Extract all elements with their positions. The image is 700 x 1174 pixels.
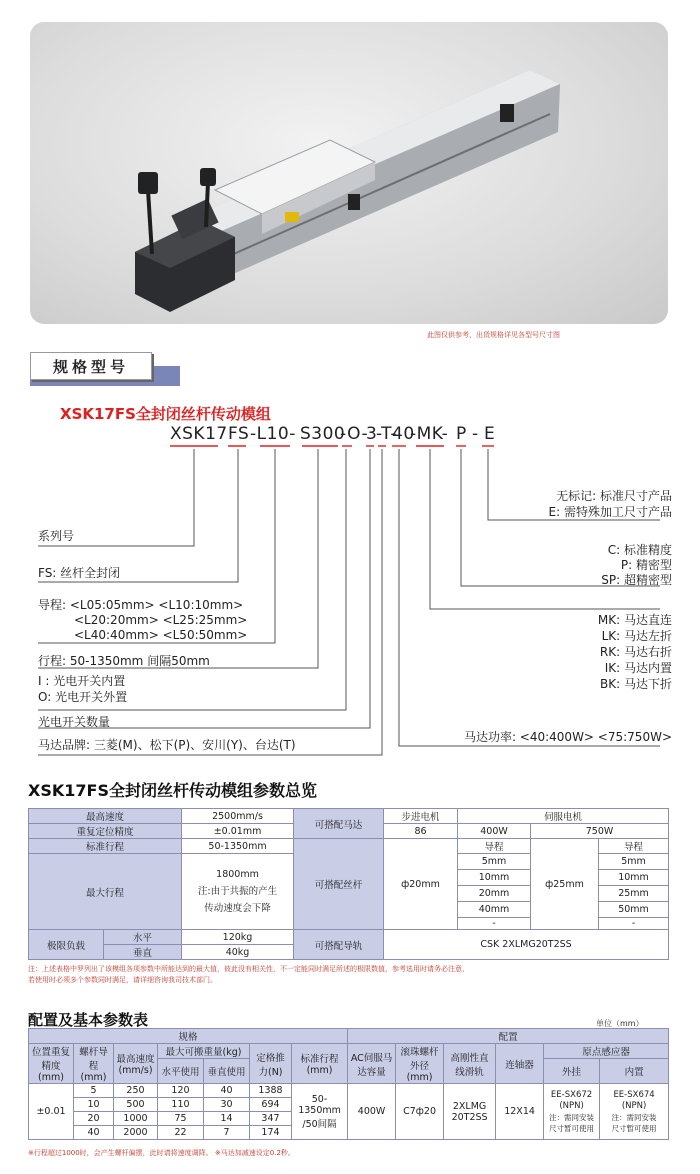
code-series: XSK17 (170, 424, 228, 444)
cell-thrust: 1388 (250, 1084, 292, 1098)
cell-header: 原点感应器 (544, 1044, 669, 1059)
cell-value: CSK 2XLMG20T2SS (384, 930, 669, 960)
cell-vertical: 14 (204, 1112, 250, 1126)
cell-lead: 25mm (599, 886, 669, 902)
rail-model-2: 20T2SS (451, 1111, 488, 1123)
config-unit: 单位（mm） (596, 1019, 644, 1028)
cell-header: 外挂 (544, 1059, 600, 1084)
code-fs: FS (228, 424, 250, 444)
cell-thrust: 694 (250, 1098, 292, 1112)
code-dash: - (472, 424, 479, 444)
cell-vertical: 30 (204, 1098, 250, 1112)
int-note-1: 注：需同安装 (611, 1112, 657, 1122)
cell-label: 最大行程 (29, 854, 182, 930)
cell-lead: 5mm (599, 854, 669, 870)
rail-model-1: 2XLMG (452, 1100, 487, 1112)
max-stroke-note-1: 注:由于共振的产生 (197, 886, 278, 897)
cell-lead: 20 (74, 1112, 114, 1126)
cell-header: 高刚性直线滑轨 (444, 1044, 496, 1084)
cell-header: 连轴器 (496, 1044, 544, 1084)
label-lead-2: <L20:20mm> <L25:25mm> (74, 613, 248, 627)
tag-label: 规格型号 (30, 352, 152, 380)
ext-model: EE-SX672 (550, 1089, 593, 1100)
cell-lead: 50mm (599, 902, 669, 918)
cell-lead: 40mm (458, 902, 531, 918)
cell-header: AC伺服马达容量 (348, 1044, 396, 1084)
cell-value: ±0.01mm (182, 824, 294, 839)
label-switch-count: 光电开关数量 (38, 715, 111, 729)
int-model: EE-SX674 (613, 1089, 655, 1100)
cell-header: 规格 (29, 1029, 348, 1044)
cell-speed: 1000 (114, 1112, 158, 1126)
cell-header: 内置 (600, 1059, 669, 1084)
cell-speed: 2000 (114, 1126, 158, 1140)
cell-header: 导程 (458, 839, 531, 854)
label-m-rk: RK: 马达右折 (599, 645, 672, 659)
cell-lead: 40 (74, 1126, 114, 1140)
stroke-range: 50-1350mm (298, 1093, 341, 1116)
cell-lead: 10mm (458, 870, 531, 886)
ext-note-1: 注：需同安装 (549, 1112, 595, 1122)
cell-lead: 20mm (458, 886, 531, 902)
params-note-2: 若使用时必须多个参数同时满足，请详细咨询我司技术部门。 (28, 976, 217, 984)
cell-stroke (292, 1084, 348, 1140)
cell-vertical: 7 (204, 1126, 250, 1140)
cell-sensor-ext (544, 1084, 600, 1140)
cell-label: 垂直 (104, 945, 182, 960)
cell-value: 120kg (182, 930, 294, 945)
code-precision: P (456, 424, 467, 444)
label-p-c: C: 标准精度 (607, 543, 672, 557)
cell-label: 水平 (104, 930, 182, 945)
label-m-lk: LK: 马达左折 (601, 629, 672, 643)
cell-lead: 5 (74, 1084, 114, 1098)
params-table (28, 808, 669, 960)
label-series: 系列号 (38, 529, 75, 543)
code-stroke: S300 (300, 424, 346, 444)
config-note: ※行程超过1000时，会产生螺杆偏摆，此时请将速度调降。 ※马达加减速设定0.2秒。 (28, 1149, 295, 1157)
cell-value: C7ф20 (396, 1084, 444, 1140)
cell-sensor-int (600, 1084, 669, 1140)
cell-value: 86 (384, 824, 458, 839)
cell-header: 垂直使用 (204, 1059, 250, 1084)
label-p-p: P: 精密型 (620, 558, 672, 572)
cell-label: 标准行程 (29, 839, 182, 854)
label-m-ik: IK: 马达内置 (604, 661, 672, 675)
cell-header: 螺杆导程(mm) (74, 1044, 114, 1084)
cell-header: 标准行程(mm) (292, 1044, 348, 1084)
cell-value: ф25mm (531, 839, 599, 930)
stroke-interval: /50间隔 (302, 1118, 337, 1130)
config-table (28, 1028, 669, 1140)
cell-lead: - (599, 918, 669, 930)
cell-lead: 5mm (458, 854, 531, 870)
photo-note: 此图仅供参考，出货规格详见各型号尺寸图 (427, 331, 560, 339)
params-note-1: 注：上述表格中罗列出了该模组各项参数中所能达到的最大值，彼此没有相关性，不一定能同时满足所述的极限数值，参考选用时请务必注意， (28, 965, 469, 973)
cell-rail (444, 1084, 496, 1140)
cell-horizontal: 75 (158, 1112, 204, 1126)
config-title: 配置及基本参数表 (28, 1011, 149, 1029)
cell-header: 位置重复精度(mm) (29, 1044, 74, 1084)
max-stroke-note-2: 传动速度会下降 (204, 903, 271, 914)
cell-value: 2500mm/s (182, 809, 294, 824)
cell-label: 极限负载 (29, 930, 104, 960)
cell-speed: 250 (114, 1084, 158, 1098)
cell-value: 12X14 (496, 1084, 544, 1140)
code-power: 40 (392, 424, 415, 444)
code-count: 3 (366, 424, 378, 444)
cell-horizontal: 110 (158, 1098, 204, 1112)
model-title: XSK17FS全封闭丝杆传动模组 (60, 405, 271, 423)
cell-header: 定格推力(N) (250, 1044, 292, 1084)
label-lead-1: 导程: <L05:05mm> <L10:10mm> (38, 598, 244, 612)
cell-label: 重复定位精度 (29, 824, 182, 839)
int-note-2: 尺寸暂可使用 (611, 1123, 657, 1133)
code-size: E (484, 424, 496, 444)
label-stroke: 行程: 50-1350mm 间隔50mm (38, 654, 210, 668)
cell-lead: 10 (74, 1098, 114, 1112)
cell-horizontal: 22 (158, 1126, 204, 1140)
cell-speed: 500 (114, 1098, 158, 1112)
cell-value: 50-1350mm (182, 839, 294, 854)
cell-label: 最高速度 (29, 809, 182, 824)
cell-value: 400W (458, 824, 531, 839)
int-type: (NPN) (621, 1100, 647, 1111)
label-switch-in: I : 光电开关内置 (38, 674, 126, 688)
params-title: XSK17FS全封闭丝杆传动模组参数总览 (28, 781, 317, 800)
cell-thrust: 174 (250, 1126, 292, 1140)
label-p-sp: SP: 超精密型 (601, 573, 672, 587)
label-m-mk: MK: 马达直连 (597, 613, 672, 627)
cell-label: 可搭配马达 (294, 809, 384, 839)
cell-horizontal: 120 (158, 1084, 204, 1098)
ext-note-2: 尺寸暂可使用 (549, 1123, 595, 1133)
cell-value: 750W (531, 824, 669, 839)
label-m-bk: BK: 马达下折 (600, 677, 672, 691)
label-power: 马达功率: <40:400W> <75:750W> (463, 730, 672, 744)
code-lead: -L10- (250, 424, 296, 444)
cell-header: 伺服电机 (458, 809, 669, 824)
label-switch-out: O: 光电开关外置 (38, 690, 128, 704)
max-stroke-value: 1800mm (216, 869, 259, 880)
code-switch: -O- (340, 424, 369, 444)
cell-label: 可搭配导轨 (294, 930, 384, 960)
label-fs: FS: 丝杆全封闭 (38, 566, 121, 580)
cell-header: 导程 (599, 839, 669, 854)
cell-thrust: 347 (250, 1112, 292, 1126)
cell-max-stroke (182, 854, 294, 930)
cell-header: 步进电机 (384, 809, 458, 824)
code-mount: -MK- (410, 424, 449, 444)
code-brand: -T- (376, 424, 398, 444)
cell-header: 配置 (348, 1029, 669, 1044)
table-row (29, 1084, 669, 1098)
cell-vertical: 40 (204, 1084, 250, 1098)
cell-label: 可搭配丝杆 (294, 839, 384, 930)
ext-type: (NPN) (559, 1100, 584, 1111)
cell-header: 水平使用 (158, 1059, 204, 1084)
label-e-e: E: 需特殊加工尺寸产品 (548, 505, 672, 519)
cell-header: 最大可搬重量(kg) (158, 1044, 250, 1059)
cell-lead: - (458, 918, 531, 930)
cell-value: ф20mm (384, 839, 458, 930)
cell-value: 40kg (182, 945, 294, 960)
cell-header: 滚珠螺杆外径(mm) (396, 1044, 444, 1084)
label-e-none: 无标记: 标准尺寸产品 (556, 489, 672, 503)
cell-header: 最高速度(mm/s) (114, 1044, 158, 1084)
cell-value: 400W (348, 1084, 396, 1140)
label-motor-brand: 马达品牌: 三菱(M)、松下(P)、安川(Y)、台达(T) (38, 738, 296, 752)
cell-lead: 10mm (599, 870, 669, 886)
cell-value: ±0.01 (29, 1084, 74, 1140)
label-lead-3: <L40:40mm> <L50:50mm> (74, 628, 248, 642)
